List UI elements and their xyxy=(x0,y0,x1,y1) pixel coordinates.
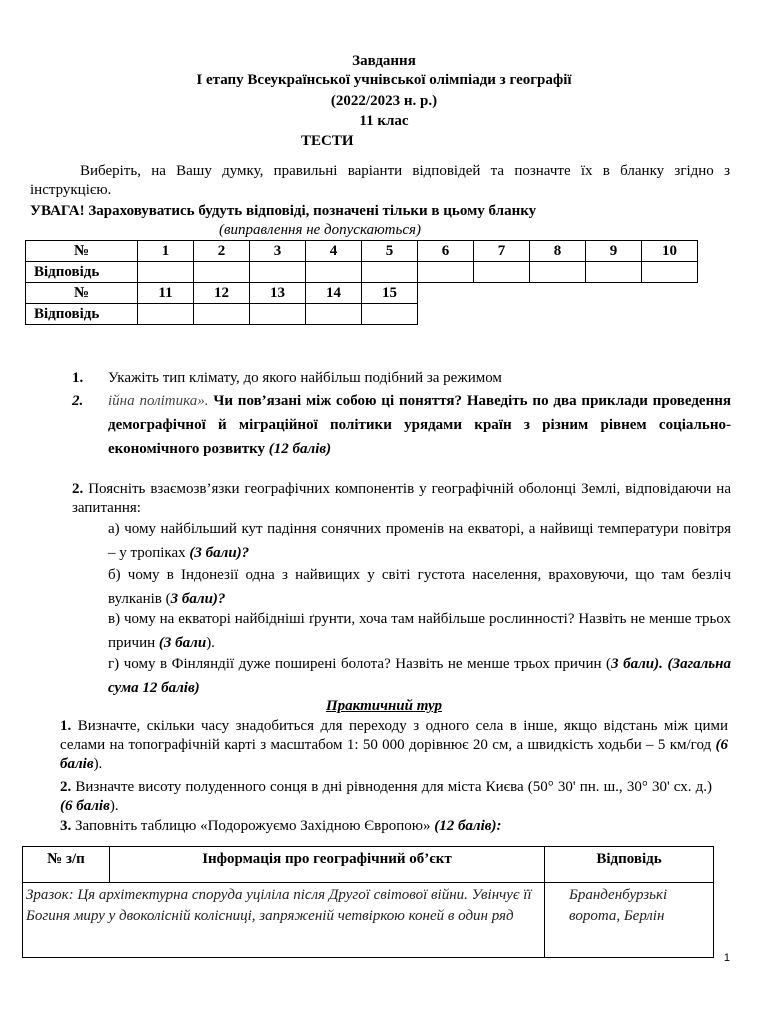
question-2-body: Чи пов’язані між собою ці поняття? Наведіть по два приклади проведення демографічної й міграційної політики урядами країн з різним рівнем соціально-економічного розвитку xyxy=(108,393,731,457)
title-line-2: I етапу Всеукраїнської учнівської олімпіади з географії xyxy=(196,72,572,88)
empty-space xyxy=(418,283,698,304)
section-2-c xyxy=(108,607,731,655)
section-2-c-points: (3 бали xyxy=(158,635,207,651)
section-2-text: Поясніть взаємозв’язки географічних компонентів у географічній оболонці Землі, відповідаючи на запитання: xyxy=(72,481,731,516)
section-2-b-text: б) чому в Індонезії одна з найвищих у світі густота населення, враховуючи, що там безліч вулканів ( xyxy=(108,567,731,607)
practical-1-end: ). xyxy=(93,756,103,772)
number-cell: 7 xyxy=(474,241,530,262)
answer-cell[interactable] xyxy=(474,262,530,283)
practical-3 xyxy=(60,817,728,836)
question-2 xyxy=(108,389,731,461)
section-2-a-text: а) чому найбільший кут падіння сонячних променів на екваторі, а найвищі температури повітря – у тропіках xyxy=(108,521,731,561)
practical-2-points: (6 балів xyxy=(60,798,110,814)
section-2-a-points: (3 бали)? xyxy=(189,545,250,561)
geo-table-header-row xyxy=(23,847,714,883)
answer-cell[interactable] xyxy=(250,262,306,283)
section-2-b-points: 3 бали)? xyxy=(170,591,226,607)
number-header-cell: № xyxy=(26,241,138,262)
section-2-d-points: 3 бали). (Загальна сума 12 балів) xyxy=(108,656,731,696)
number-cell: 12 xyxy=(194,283,250,304)
title-line-4: 11 клас xyxy=(359,113,409,129)
geo-table-sample-info: Зразок: Ця архітектурна споруда уціліла після Другої світової війни. Увінчує її Богиня миру у двоколісній колісниці, запряженій четвіркою коней в один ряд xyxy=(23,883,545,958)
section-2-c-text: в) чому на екваторі найбідніші ґрунти, хоча там найбільше рослинності? Назвіть не менше трьох причин xyxy=(108,611,731,651)
geo-table-sample-row xyxy=(23,883,714,958)
question-1 xyxy=(72,366,732,390)
practical-3-text: Заповніть таблицю «Подорожуємо Західною Європою» xyxy=(71,818,435,834)
number-cell: 6 xyxy=(418,241,474,262)
answer-header-cell: Відповідь xyxy=(26,304,138,325)
number-cell: 14 xyxy=(306,283,362,304)
geo-table-sample-answer: Бранденбурзькі ворота, Берлін xyxy=(545,883,714,958)
geo-object-table xyxy=(22,846,714,958)
question-2-points: (12 балів) xyxy=(268,441,332,457)
practical-2-text: Визначте висоту полуденного сонця в дні рівнодення для міста Києва (50° 30' пн. ш., 30° 30' сх. д.) xyxy=(71,779,712,795)
question-1-number: 1. xyxy=(72,370,84,386)
number-cell: 11 xyxy=(138,283,194,304)
answer-sheet-number-row xyxy=(26,241,698,262)
number-cell: 8 xyxy=(530,241,586,262)
practical-title: Практичний тур xyxy=(326,698,442,714)
answer-cell[interactable] xyxy=(362,262,418,283)
section-2-d-text: г) чому в Фінляндії дуже поширені болота? Назвіть не менше трьох причин ( xyxy=(108,656,612,672)
answer-cell[interactable] xyxy=(362,304,418,325)
question-2-number: 2. xyxy=(72,393,84,409)
answer-sheet-answer-row xyxy=(26,262,698,283)
number-cell: 13 xyxy=(250,283,306,304)
number-cell: 4 xyxy=(306,241,362,262)
answer-header-cell: Відповідь xyxy=(26,262,138,283)
number-cell: 2 xyxy=(194,241,250,262)
title-line-3: (2022/2023 н. р.) xyxy=(330,93,438,109)
section-2-intro xyxy=(72,480,731,518)
answer-sheet-table xyxy=(25,240,698,325)
answer-cell[interactable] xyxy=(306,304,362,325)
number-cell: 5 xyxy=(362,241,418,262)
practical-1-number: 1. xyxy=(60,718,72,734)
answer-cell[interactable] xyxy=(306,262,362,283)
section-2-d xyxy=(108,652,731,700)
section-2-b xyxy=(108,563,731,611)
number-header-cell: № xyxy=(26,283,138,304)
instructions-body: Виберіть, на Вашу думку, правильні варіанти відповідей та позначте їх в бланку згідно з інструкцією. xyxy=(30,163,730,198)
answer-sheet-number-row xyxy=(26,283,698,304)
practical-2-number: 2. xyxy=(60,779,72,795)
instructions-text xyxy=(30,162,730,200)
answer-cell[interactable] xyxy=(586,262,642,283)
practical-1 xyxy=(60,717,728,774)
answer-cell[interactable] xyxy=(418,262,474,283)
correction-note: (виправлення не допускаються) xyxy=(219,222,421,238)
number-cell: 15 xyxy=(362,283,418,304)
answer-cell[interactable] xyxy=(642,262,698,283)
question-2-italic: ійна політика». xyxy=(108,393,209,409)
number-cell: 3 xyxy=(250,241,306,262)
section-2-a xyxy=(108,517,731,565)
page-number: 1 xyxy=(723,952,730,964)
question-1-text: Укажіть тип клімату, до якого найбільш подібний за режимом xyxy=(108,370,502,386)
answer-sheet-answer-row xyxy=(26,304,698,325)
number-cell: 10 xyxy=(642,241,698,262)
answer-cell[interactable] xyxy=(530,262,586,283)
answer-cell[interactable] xyxy=(250,304,306,325)
answer-cell[interactable] xyxy=(138,262,194,283)
practical-3-number: 3. xyxy=(60,818,72,834)
geo-table-col-info: Інформація про географічний об’єкт xyxy=(110,847,545,883)
empty-space xyxy=(418,304,698,325)
title-line-1: Завдання xyxy=(352,53,416,69)
answer-cell[interactable] xyxy=(138,304,194,325)
number-cell: 9 xyxy=(586,241,642,262)
practical-1-points: (6 балів xyxy=(60,737,728,772)
practical-3-points: (12 балів): xyxy=(434,818,502,834)
answer-cell[interactable] xyxy=(194,304,250,325)
warning-text: УВАГА! Зараховуватись будуть відповіді, позначені тільки в цьому бланку xyxy=(30,203,537,219)
geo-table-col-answer: Відповідь xyxy=(545,847,714,883)
answer-cell[interactable] xyxy=(194,262,250,283)
practical-2-end: ). xyxy=(109,798,119,814)
title-line-5: ТЕСТИ xyxy=(301,133,354,149)
section-2-number: 2. xyxy=(72,481,84,497)
number-cell: 1 xyxy=(138,241,194,262)
practical-2 xyxy=(60,778,712,816)
geo-table-col-number: № з/п xyxy=(23,847,110,883)
practical-1-text: Визначте, скільки часу знадобиться для переходу з одного села в інше, якщо відстань між цими селами на топографічній карті з масштабом 1: 50 000 дорівнює 20 см, а швидкість ходьби – 5 км/год xyxy=(60,718,728,753)
section-2-c-end: ). xyxy=(206,635,215,651)
